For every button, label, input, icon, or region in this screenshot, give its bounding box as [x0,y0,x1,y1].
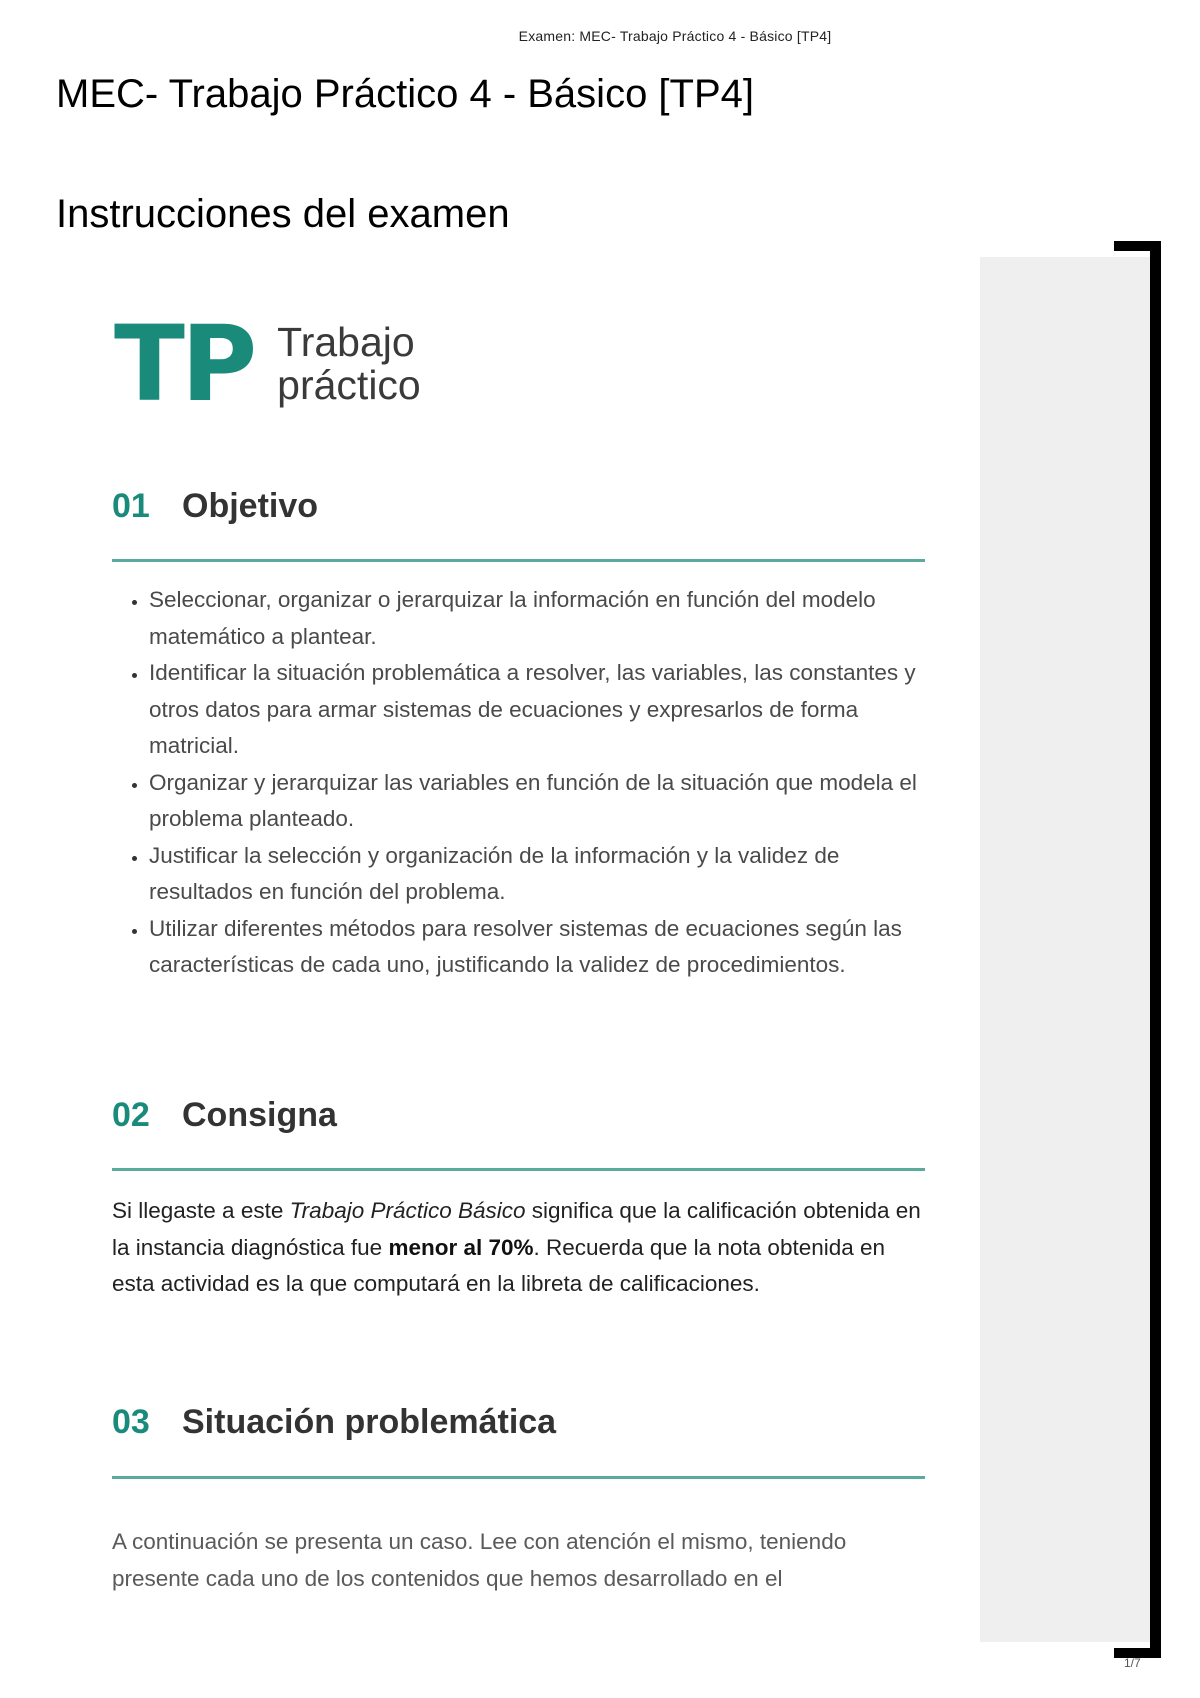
list-item: • Utilizar diferentes métodos para resolver sistemas de ecuaciones según las características de cada uno, justificando la validez de procedimientos. [149,911,942,984]
bracket-bar [1150,241,1161,1658]
section-divider [112,1476,925,1479]
section-consigna-heading [112,1096,337,1135]
section-objetivo-heading [112,487,318,526]
logo-line1: Trabajo [277,318,415,365]
list-item: • Justificar la selección y organización de la información y la validez de resultados en función del problema. [149,838,942,911]
page-number: 1/7 [1124,1656,1141,1670]
section-divider [112,559,925,562]
situacion-paragraph: A continuación se presenta un caso. Lee con atención el mismo, teniendo presente cada uno de los contenidos que hemos desarrollado en el [112,1529,847,1591]
document-title: MEC- Trabajo Práctico 4 - Básico [TP4] [56,72,755,116]
logo-mark: TP [114,303,254,425]
logo-line2: práctico [277,362,421,408]
side-panel [980,257,1150,1642]
section-divider [112,1168,925,1171]
text-run: . Recuerda que la nota obtenida en esta actividad es la que computará en la libreta de calificaciones. [112,1234,886,1296]
text-run: significa que la calificación obtenida en la instancia diagnóstica fue [112,1198,921,1260]
list-item: • Organizar y jerarquizar las variables en función de la situación que modela el problema planteado. [149,765,942,838]
list-item: • Identificar la situación problemática a resolver, las variables, las constantes y otros datos para armar sistemas de ecuaciones y expresarlos de forma matricial. [149,655,942,765]
list-item: • Seleccionar, organizar o jerarquizar la información en función del modelo matemático a plantear. [149,582,942,655]
section-title: Situación problemática [182,1403,557,1441]
section-title: Objetivo [182,487,319,525]
section-number: 02 [112,1096,150,1134]
bold-text: menor al 70% [388,1234,534,1260]
section-number: 01 [112,487,150,525]
instructions-heading: Instrucciones del examen [56,192,510,236]
running-header: Examen: MEC- Trabajo Práctico 4 - Básico [TP4] [518,28,832,44]
section-situacion-heading [112,1403,556,1442]
text-run: Si llegaste a este [112,1198,290,1223]
consigna-paragraph [112,1193,922,1303]
italic-text: Trabajo Práctico Básico [289,1198,526,1223]
section-title: Consigna [182,1096,337,1134]
objective-list [112,582,942,984]
logo-text [277,318,421,408]
tp-logo [114,303,421,425]
section-number: 03 [112,1403,150,1441]
